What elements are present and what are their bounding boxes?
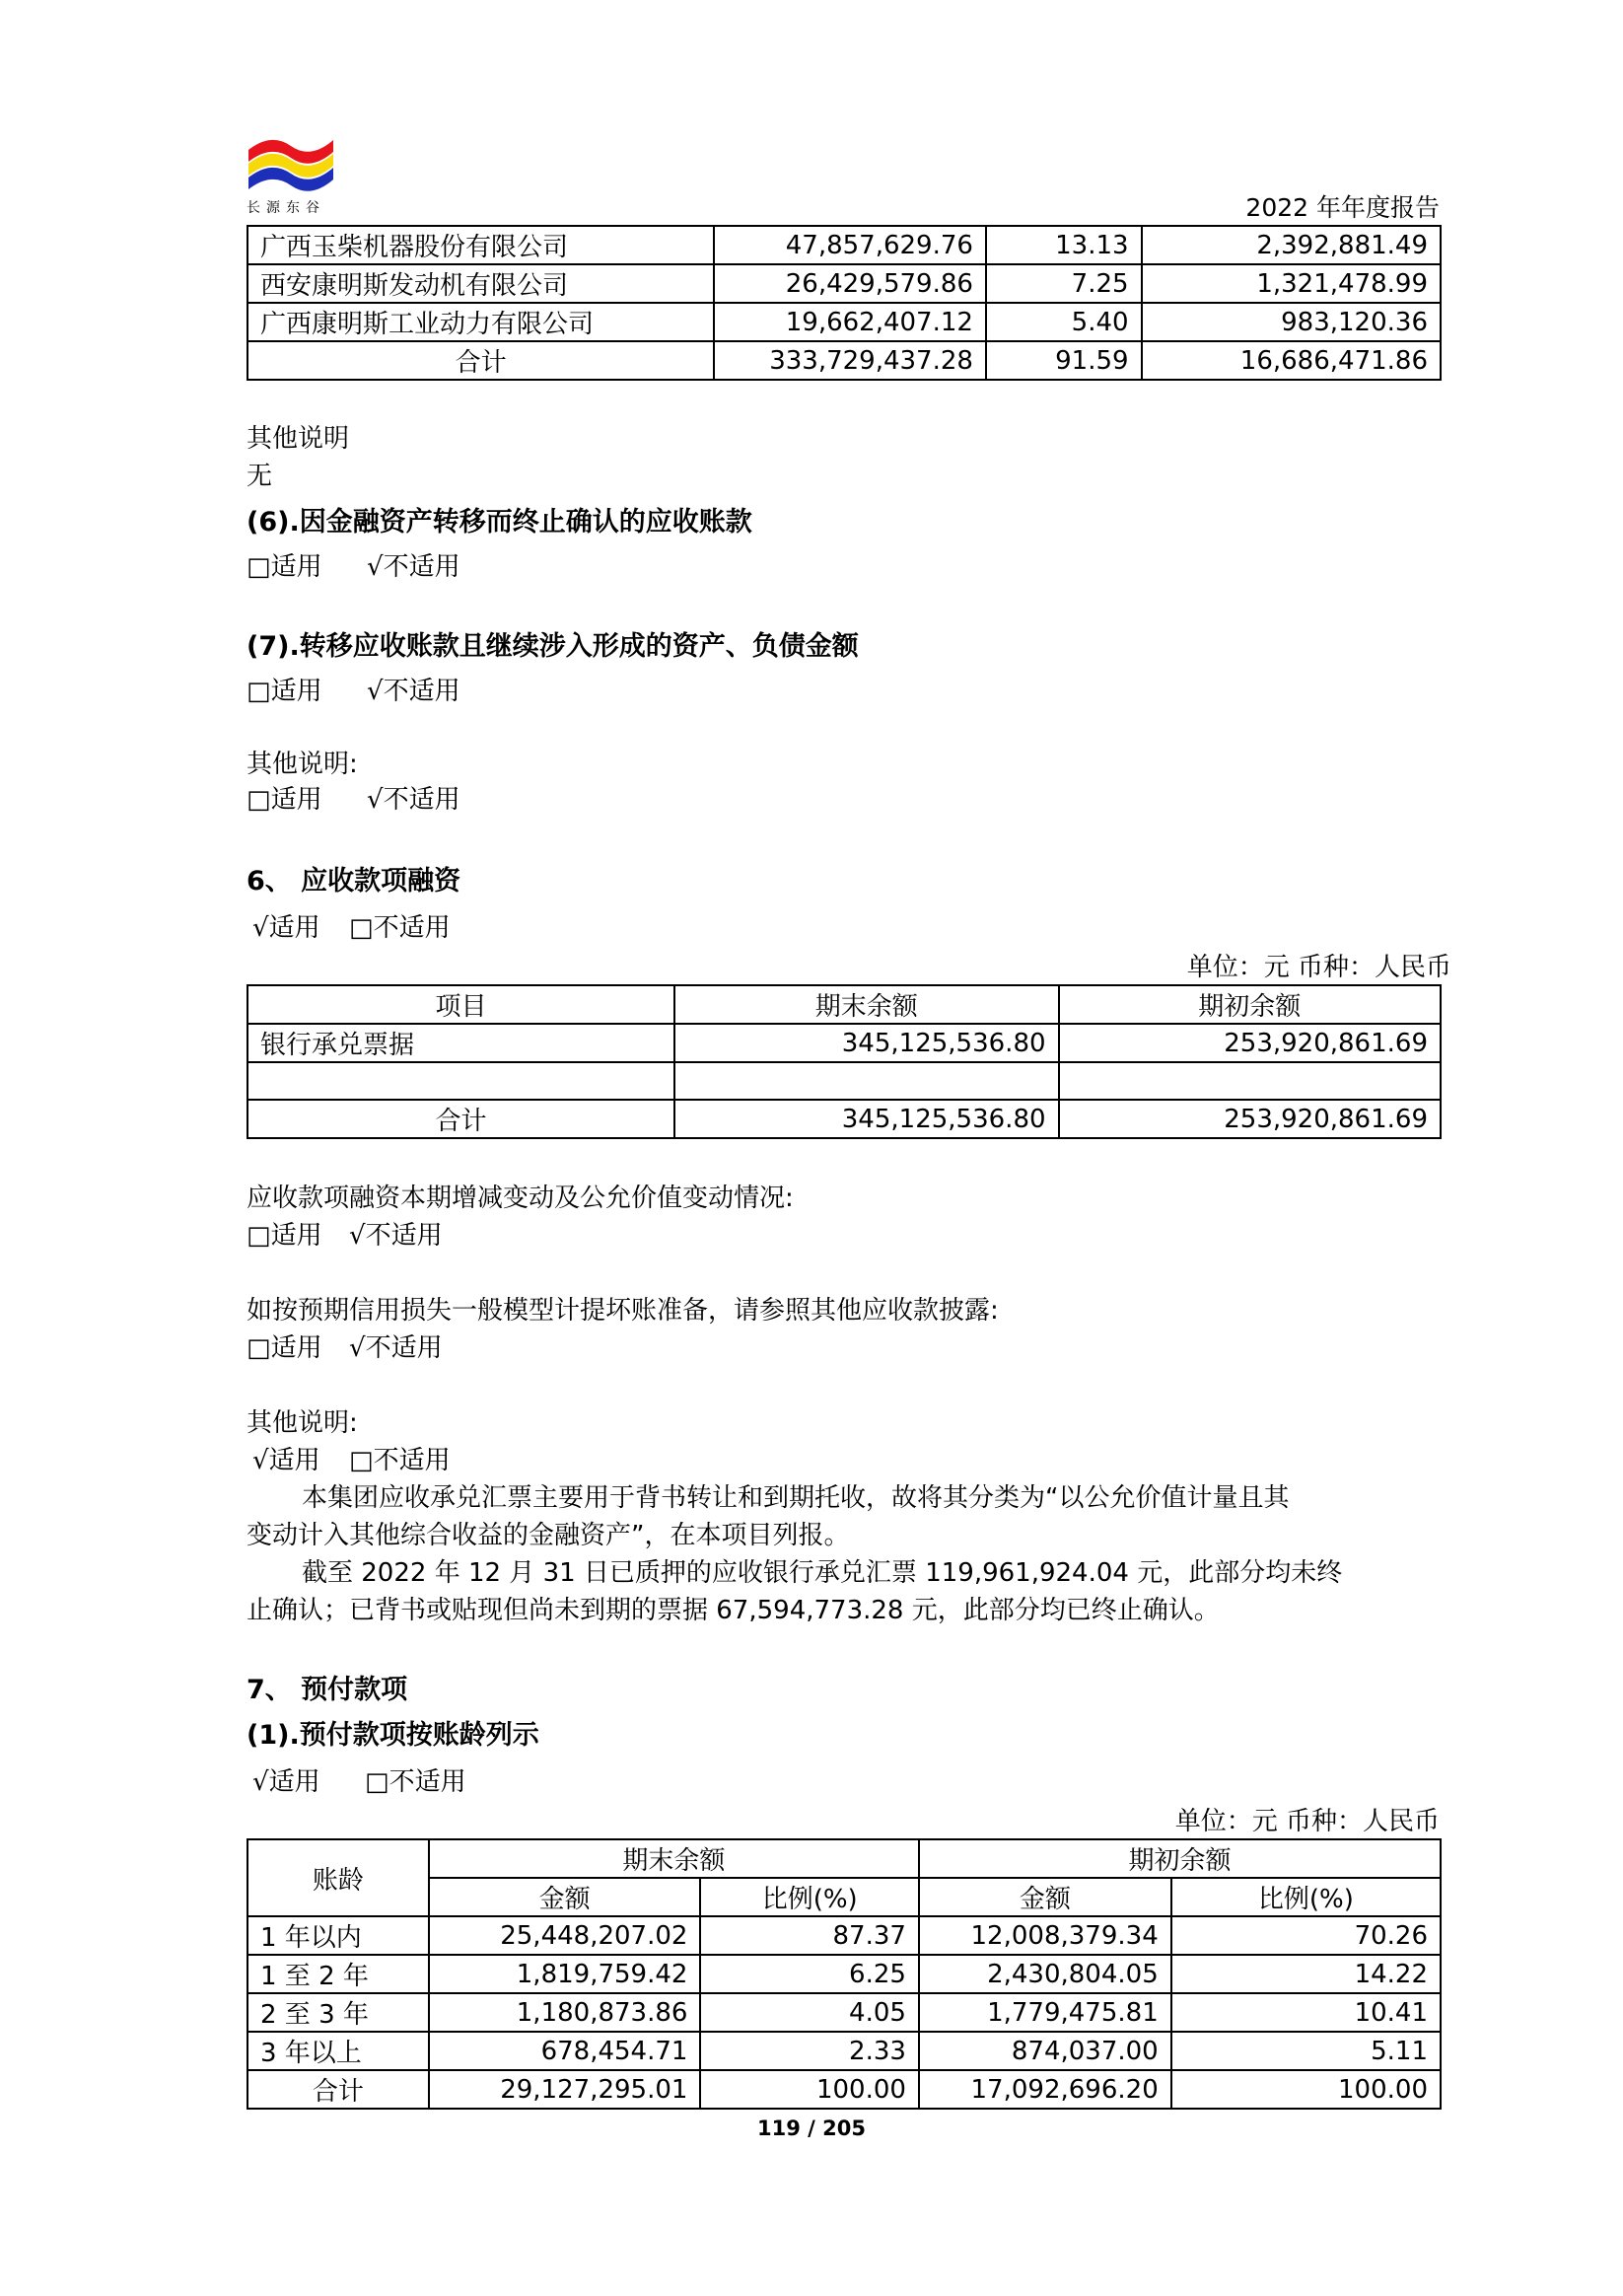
table-cell: 678,454.71 [429,2032,701,2070]
table-cell: 70.26 [1171,1916,1441,1955]
table-cell [674,1062,1058,1100]
credit-note: 如按预期信用损失一般模型计提坏账准备，请参照其他应收款披露: [247,1296,999,1326]
table-cell: 2.33 [700,2032,919,2070]
table-row [247,1993,1441,2032]
table-cell: 合计 [247,341,714,380]
other-note-value: 无 [247,462,273,491]
column-header: 比例(%) [700,1878,919,1916]
table-cell: 253,920,861.69 [1059,1024,1441,1062]
table-cell: 1 年以内 [247,1916,429,1955]
column-header: 期初余额 [919,1839,1441,1878]
column-header: 期末余额 [429,1839,919,1878]
applicable-option: √适用 [252,1767,320,1797]
table-cell: 87.37 [700,1916,919,1955]
table-cell: 4.05 [700,1993,919,2032]
section-heading: 6、 应收款项融资 [247,866,461,897]
table-cell: 2,392,881.49 [1142,226,1441,264]
logo-graphic [247,128,335,197]
financing-table [247,984,1442,1139]
applicable-option: □适用 [247,677,322,706]
table-cell: 合计 [247,2070,429,2109]
page-number: 119 / 205 [757,2117,866,2140]
table-cell: 983,120.36 [1142,303,1441,341]
table-cell: 19,662,407.12 [714,303,986,341]
table-row [247,2032,1441,2070]
not-applicable-option: √不适用 [349,1333,443,1363]
table-cell [247,1062,674,1100]
not-applicable-option: □不适用 [349,1446,451,1475]
table-total-row [247,2070,1441,2109]
table-header-row [247,985,1441,1024]
table-cell: 6.25 [700,1955,919,1993]
table-cell: 西安康明斯发动机有限公司 [247,264,714,303]
table-row [247,264,1441,303]
table-row [247,1916,1441,1955]
table-cell: 12,008,379.34 [919,1916,1171,1955]
table-total-row [247,341,1441,380]
sub-heading: (7).转移应收账款且继续涉入形成的资产、负债金额 [247,631,859,662]
table-header-row [247,1839,1441,1878]
table-row [247,1062,1441,1100]
not-applicable-option: √不适用 [367,552,460,582]
table-cell: 1,819,759.42 [429,1955,701,1993]
table-cell: 3 年以上 [247,2032,429,2070]
prepayment-table [247,1838,1442,2110]
paragraph-line: 变动计入其他综合收益的金融资产”，在本项目列报。 [247,1521,850,1550]
table-cell: 25,448,207.02 [429,1916,701,1955]
table-cell: 29,127,295.01 [429,2070,701,2109]
table-row [247,1955,1441,1993]
table-cell: 91.59 [986,341,1142,380]
not-applicable-option: √不适用 [349,1221,443,1251]
table-cell: 14.22 [1171,1955,1441,1993]
table-cell [1059,1062,1441,1100]
column-header: 账龄 [247,1839,429,1916]
table-cell: 253,920,861.69 [1059,1100,1441,1138]
applicable-option: √适用 [252,1446,320,1475]
other-note-title: 其他说明: [247,750,358,779]
report-title: 2022 年年度报告 [1245,193,1440,222]
table-cell: 2,430,804.05 [919,1955,1171,1993]
not-applicable-option: √不适用 [367,677,460,706]
not-applicable-option: □不适用 [365,1767,466,1797]
applicable-option: □适用 [247,552,322,582]
table-cell: 100.00 [700,2070,919,2109]
not-applicable-option: □不适用 [349,913,451,943]
table-total-row [247,1100,1441,1138]
table-cell: 1,180,873.86 [429,1993,701,2032]
receivables-top-table [247,225,1442,381]
column-header: 项目 [247,985,674,1024]
change-note: 应收款项融资本期增减变动及公允价值变动情况: [247,1184,794,1213]
logo-text: 长源东谷 [247,200,325,216]
applicable-option: □适用 [247,1333,322,1363]
other-note-title: 其他说明: [247,1408,358,1438]
column-header: 期末余额 [674,985,1058,1024]
table-cell: 5.40 [986,303,1142,341]
other-note-title: 其他说明 [247,424,350,454]
unit-label: 单位：元 币种：人民币 [1186,953,1451,982]
sub-heading: (6).因金融资产转移而终止确认的应收账款 [247,507,752,538]
company-logo [247,128,335,217]
section-heading: 7、 预付款项 [247,1675,408,1705]
unit-label: 单位：元 币种：人民币 [1174,1807,1440,1836]
table-cell: 17,092,696.20 [919,2070,1171,2109]
table-cell: 2 至 3 年 [247,1993,429,2032]
table-row [247,303,1441,341]
table-cell: 合计 [247,1100,674,1138]
table-cell: 7.25 [986,264,1142,303]
table-cell: 100.00 [1171,2070,1441,2109]
table-cell: 26,429,579.86 [714,264,986,303]
table-cell: 47,857,629.76 [714,226,986,264]
column-header: 期初余额 [1059,985,1441,1024]
table-cell: 333,729,437.28 [714,341,986,380]
table-row [247,1024,1441,1062]
table-cell: 13.13 [986,226,1142,264]
column-header: 比例(%) [1171,1878,1441,1916]
applicable-option: √适用 [252,913,320,943]
table-cell: 874,037.00 [919,2032,1171,2070]
table-cell: 1,779,475.81 [919,1993,1171,2032]
paragraph-line: 本集团应收承兑汇票主要用于背书转让和到期托收，故将其分类为“以公允价值计量且其 [302,1483,1290,1513]
table-cell: 16,686,471.86 [1142,341,1441,380]
table-cell: 广西玉柴机器股份有限公司 [247,226,714,264]
paragraph-line: 截至 2022 年 12 月 31 日已质押的应收银行承兑汇票 119,961,924.04 元，此部分均未终 [302,1558,1343,1588]
sub-heading: (1).预付款项按账龄列示 [247,1720,539,1751]
table-cell: 1 至 2 年 [247,1955,429,1993]
table-row [247,226,1441,264]
applicable-option: □适用 [247,1221,322,1251]
applicable-option: □适用 [247,785,322,815]
table-cell: 5.11 [1171,2032,1441,2070]
table-cell: 345,125,536.80 [674,1100,1058,1138]
table-cell: 广西康明斯工业动力有限公司 [247,303,714,341]
paragraph-line: 止确认；已背书或贴现但尚未到期的票据 67,594,773.28 元，此部分均已终止确认。 [247,1596,1220,1625]
column-header: 金额 [429,1878,701,1916]
column-header: 金额 [919,1878,1171,1916]
table-cell: 345,125,536.80 [674,1024,1058,1062]
table-cell: 10.41 [1171,1993,1441,2032]
table-cell: 1,321,478.99 [1142,264,1441,303]
table-cell: 银行承兑票据 [247,1024,674,1062]
not-applicable-option: √不适用 [367,785,460,815]
